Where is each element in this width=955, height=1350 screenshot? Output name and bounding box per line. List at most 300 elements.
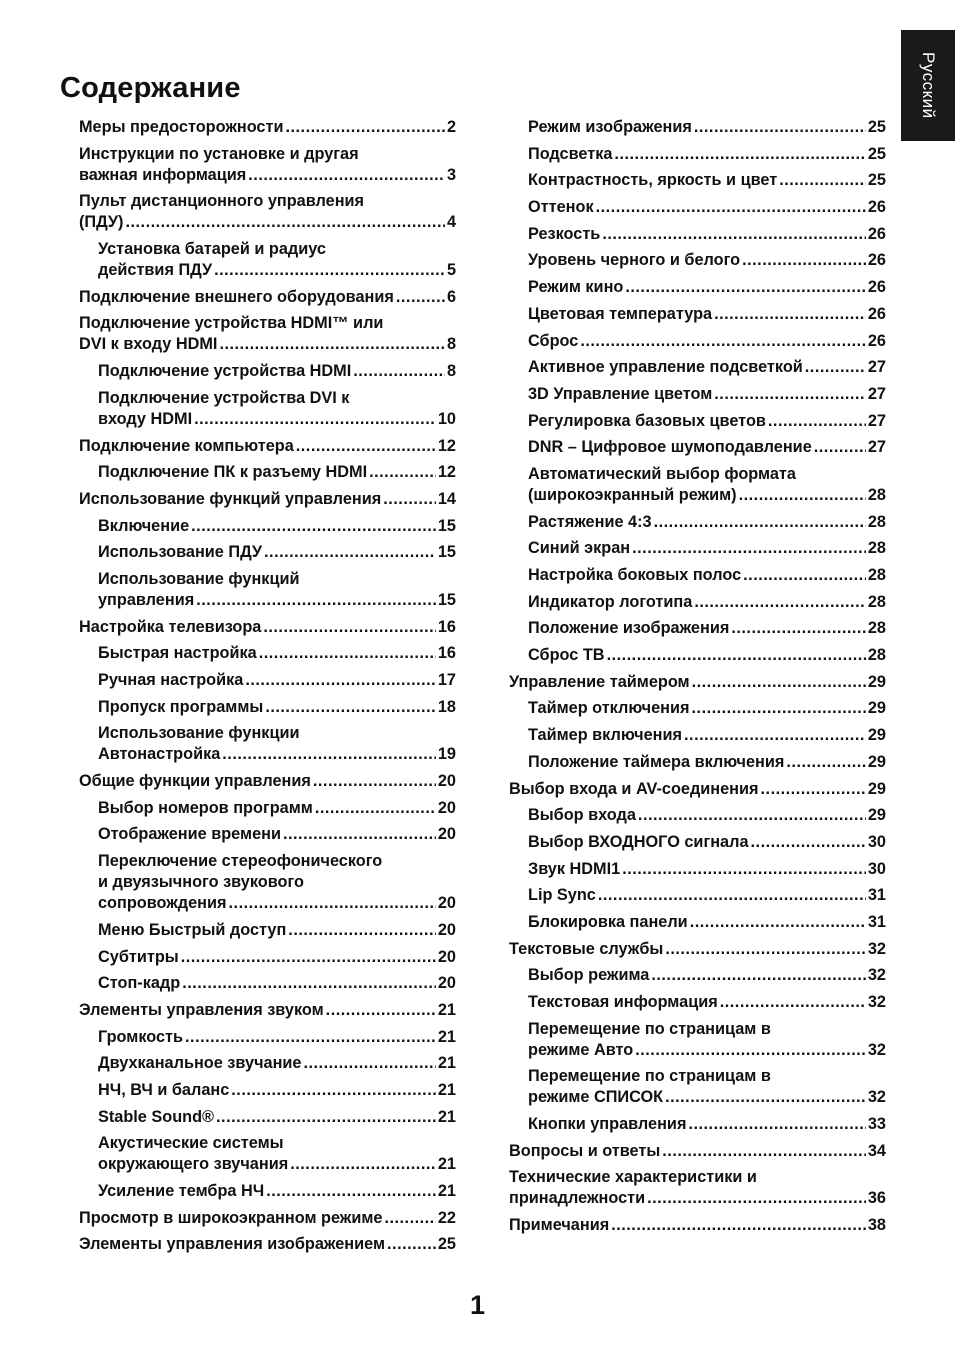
toc-entry [79, 1000, 456, 1021]
toc-dot-leader [326, 1000, 436, 1021]
toc-page-number: 34 [867, 1141, 886, 1160]
toc-page-number: 21 [437, 1054, 456, 1073]
toc-dot-leader [694, 117, 866, 138]
toc-entry-label: (широкоэкранный режим) [528, 485, 737, 504]
toc-page-number: 26 [867, 198, 886, 217]
toc-page-number: 30 [867, 832, 886, 851]
toc-entry-label: Выбор входа [528, 806, 636, 825]
toc-entry-label: режиме Авто [528, 1040, 634, 1059]
toc-entry [79, 144, 456, 186]
toc-entry-label: Элементы управления изображением [79, 1235, 386, 1254]
toc-entry-label: Быстрая настройка [98, 644, 257, 663]
toc-page-number: 26 [867, 331, 886, 350]
toc-page-number: 29 [867, 672, 886, 691]
toc-entry-label-line: Пульт дистанционного управления [79, 192, 365, 211]
toc-entry-label: Положение изображения [528, 619, 730, 638]
toc-page-number: 28 [867, 512, 886, 531]
toc-entry-label: важная информация [79, 165, 247, 184]
toc-entry [509, 1215, 886, 1236]
toc-dot-leader [714, 304, 866, 325]
toc-dot-leader [248, 165, 445, 186]
toc-entry [509, 512, 886, 533]
toc-entry-label: Субтитры [98, 947, 179, 966]
toc-entry-label: DVI к входу HDMI [79, 335, 218, 354]
toc-entry [79, 542, 456, 563]
toc-page-number: 29 [867, 752, 886, 771]
toc-page-number: 36 [867, 1189, 886, 1208]
toc-entry [509, 1141, 886, 1162]
toc-page-number: 4 [446, 213, 456, 232]
toc-entry [79, 1053, 456, 1074]
toc-entry-label: Автонастройка [98, 745, 221, 764]
toc-dot-leader [264, 542, 436, 563]
toc-dot-leader [638, 805, 866, 826]
toc-page-number: 20 [437, 974, 456, 993]
toc-entry-label: Резкость [528, 224, 601, 243]
toc-entry-label: Текстовая информация [528, 993, 718, 1011]
page-title: Содержание [60, 72, 241, 104]
toc-page-number: 27 [867, 358, 886, 377]
toc-entry-label: Элементы управления звуком [79, 1000, 324, 1019]
toc-dot-leader [651, 965, 866, 986]
toc-entry-label: Двухканальное звучание [98, 1054, 302, 1073]
toc-dot-leader [720, 992, 866, 1013]
toc-entry [79, 313, 456, 355]
toc-page-number: 10 [437, 409, 456, 428]
toc-entry-label: Сброс [528, 331, 579, 350]
toc-entry-label: Уровень черного и белого [528, 251, 741, 270]
toc-entry-label: Усиление тембра НЧ [98, 1182, 265, 1200]
toc-entry-label: принадлежности [509, 1189, 646, 1208]
toc-entry [509, 357, 886, 378]
toc-entry-label: Отображение времени [98, 825, 281, 844]
toc-page-number: 18 [437, 697, 456, 716]
toc-entry-label: окружающего звучания [98, 1155, 289, 1174]
toc-page-number: 31 [867, 912, 886, 931]
toc-page-number: 19 [437, 745, 456, 764]
toc-dot-leader [245, 670, 436, 691]
toc-dot-leader [353, 361, 445, 382]
toc-dot-leader [196, 590, 436, 611]
toc-dot-leader [185, 1027, 436, 1048]
toc-entry [79, 191, 456, 233]
toc-page-number: 21 [437, 1027, 456, 1046]
toc-page-number: 31 [867, 886, 886, 905]
toc-page-number: 28 [867, 646, 886, 665]
toc-page-number: 20 [437, 798, 456, 817]
toc-entry [509, 117, 886, 138]
toc-page-number: 28 [867, 485, 886, 504]
toc-page-number: 26 [867, 304, 886, 323]
toc-dot-leader [768, 411, 866, 432]
toc-page-number: 12 [437, 463, 456, 482]
toc-page-number: 30 [867, 859, 886, 878]
toc-dot-leader [387, 1234, 436, 1255]
toc-entry-label: Stable Sound® [98, 1107, 215, 1126]
toc-dot-leader [814, 437, 866, 458]
toc-entry-label: Настройка телевизора [79, 617, 262, 636]
toc-entry-label: Режим кино [528, 278, 624, 297]
toc-entry [79, 516, 456, 537]
toc-dot-leader [665, 1087, 866, 1108]
toc-entry-label-line: Использование функций [98, 569, 300, 588]
toc-entry-label: Lip Sync [528, 886, 596, 905]
toc-dot-leader [313, 771, 436, 792]
toc-entry-label-line: Перемещение по страницам в [528, 1019, 771, 1038]
toc-dot-leader [194, 409, 436, 430]
toc-entry [79, 697, 456, 718]
toc-dot-leader [692, 672, 866, 693]
toc-entry-label-line: Акустические системы [98, 1134, 284, 1153]
toc-page-number: 25 [437, 1235, 456, 1254]
toc-entry-label: Подсветка [528, 144, 613, 163]
toc-entry [509, 277, 886, 298]
toc-entry-label: Растяжение 4:3 [528, 512, 652, 531]
toc-entry [79, 361, 456, 382]
toc-entry-label: Меню Быстрый доступ [98, 920, 287, 939]
toc-entry [79, 388, 456, 430]
toc-entry-label: Настройка боковых полос [528, 566, 742, 584]
toc-dot-leader [714, 384, 866, 405]
toc-entry [509, 331, 886, 352]
toc-entry [79, 1181, 456, 1202]
toc-page-number: 29 [867, 779, 886, 798]
page-number: 1 [469, 1290, 486, 1320]
toc-entry [509, 437, 886, 458]
toc-entry [79, 117, 456, 138]
toc-entry-label: Индикатор логотипа [528, 592, 693, 611]
toc-entry-label: Текстовые службы [509, 939, 664, 958]
toc-entry-label: Подключение устройства HDMI [98, 362, 352, 381]
toc-page-number: 32 [867, 993, 886, 1011]
toc-entry [79, 1234, 456, 1255]
toc-entry [509, 885, 886, 906]
toc-entry-label: Таймер включения [528, 726, 683, 745]
toc-entry [509, 224, 886, 245]
toc-page-number: 26 [867, 251, 886, 270]
toc-dot-leader [611, 1215, 866, 1236]
toc-entry [79, 947, 456, 968]
toc-entry-label-line: Инструкции по установке и другая [79, 144, 359, 163]
toc-dot-leader [263, 617, 436, 638]
toc-entry [509, 1066, 886, 1108]
toc-page-number: 33 [867, 1115, 886, 1134]
toc-page-number: 16 [437, 644, 456, 663]
toc-page-number: 20 [437, 947, 456, 966]
toc-dot-leader [369, 462, 436, 483]
toc-dot-leader [742, 250, 866, 271]
toc-entry-label-line: Перемещение по страницам в [528, 1067, 771, 1086]
toc-entry-label-line: Использование функции [98, 724, 300, 743]
toc-dot-leader [751, 832, 866, 853]
toc-entry [79, 489, 456, 510]
toc-dot-leader [662, 1141, 866, 1162]
toc-entry-label-line: Подключение устройства DVI к [98, 388, 350, 407]
toc-entry-label: Кнопки управления [528, 1115, 687, 1134]
toc-entry [509, 805, 886, 826]
toc-dot-leader [684, 725, 866, 746]
toc-page-number: 2 [446, 118, 456, 136]
toc-page-number: 3 [446, 165, 456, 184]
toc-dot-leader [315, 798, 436, 819]
toc-entry [509, 1167, 886, 1209]
toc-entry-label: Общие функции управления [79, 772, 311, 791]
toc-entry-label: Громкость [98, 1027, 184, 1046]
toc-dot-leader [665, 939, 866, 960]
toc-entry-label-line: Автоматический выбор формата [528, 464, 796, 483]
toc-dot-leader [125, 212, 444, 233]
toc-right-column [509, 117, 886, 1242]
toc-dot-leader [607, 645, 866, 666]
toc-entry [509, 672, 886, 693]
toc-page-number: 26 [867, 224, 886, 243]
toc-entry-label: Выбор режима [528, 966, 650, 985]
toc-dot-leader [739, 485, 866, 506]
toc-entry-label: Использование ПДУ [98, 543, 263, 562]
toc-dot-leader [303, 1053, 435, 1074]
toc-entry-label-line: Переключение стереофонического [98, 852, 383, 871]
toc-entry [79, 617, 456, 638]
toc-entry-label: Подключение внешнего оборудования [79, 287, 394, 306]
toc-page-number: 25 [867, 144, 886, 163]
toc-entry [79, 462, 456, 483]
toc-page-number: 15 [437, 516, 456, 535]
toc-entry [509, 939, 886, 960]
toc-dot-leader [231, 1080, 436, 1101]
toc-entry-label: Включение [98, 516, 190, 535]
toc-dot-leader [805, 357, 866, 378]
toc-entry-label: режиме СПИСОК [528, 1088, 664, 1107]
toc-entry-label-line: Технические характеристики и [509, 1168, 757, 1187]
toc-entry [79, 1133, 456, 1175]
toc-entry-label: НЧ, ВЧ и баланс [98, 1080, 230, 1099]
toc-entry-label: Активное управление подсветкой [528, 358, 803, 377]
toc-page-number: 8 [446, 335, 456, 354]
toc-entry [509, 832, 886, 853]
toc-entry-label: Использование функций управления [79, 489, 382, 508]
toc-entry [509, 464, 886, 506]
toc-dot-leader [259, 643, 436, 664]
toc-entry [509, 912, 886, 933]
toc-dot-leader [690, 912, 866, 933]
toc-dot-leader [779, 170, 866, 191]
toc-page-number: 15 [437, 590, 456, 609]
toc-entry [509, 250, 886, 271]
toc-entry [79, 643, 456, 664]
toc-entry [509, 698, 886, 719]
toc-page-number: 28 [867, 539, 886, 558]
toc-entry-label: входу HDMI [98, 409, 193, 428]
toc-entry-label: Меры предосторожности [79, 118, 284, 136]
toc-page-number: 22 [437, 1208, 456, 1227]
toc-dot-leader [219, 334, 444, 355]
toc-entry [79, 851, 456, 914]
toc-dot-leader [761, 779, 866, 800]
toc-page-number: 8 [446, 362, 456, 381]
toc-entry-label: Выбор входа и AV-соединения [509, 779, 759, 798]
toc-entry-label-line: и двуязычного звукового [98, 873, 304, 892]
toc-page-number: 21 [437, 1155, 456, 1174]
toc-entry [79, 569, 456, 611]
toc-dot-leader [625, 277, 866, 298]
toc-entry-label: Звук HDMI1 [528, 859, 621, 878]
toc-dot-leader [266, 1181, 436, 1202]
toc-page-number: 20 [437, 894, 456, 913]
toc-entry [509, 170, 886, 191]
toc-page-number: 20 [437, 772, 456, 791]
toc-entry-label: Таймер отключения [528, 699, 690, 718]
toc-page-number: 14 [437, 489, 456, 508]
toc-dot-leader [182, 973, 436, 994]
toc-page-number: 6 [446, 287, 456, 306]
toc-entry [509, 618, 886, 639]
toc-dot-leader [396, 287, 445, 308]
toc-entry-label: Режим изображения [528, 118, 692, 136]
toc-entry [509, 304, 886, 325]
toc-entry-label: Выбор номеров программ [98, 798, 313, 817]
toc-entry-label: действия ПДУ [98, 261, 213, 280]
toc-entry [509, 1114, 886, 1135]
toc-dot-leader [285, 117, 444, 138]
toc-entry [79, 287, 456, 308]
toc-page-number: 16 [437, 617, 456, 636]
toc-entry-label: Подключение ПК к разъему HDMI [98, 463, 368, 482]
toc-entry [79, 771, 456, 792]
toc-page-number: 21 [437, 1080, 456, 1099]
toc-entry [509, 384, 886, 405]
toc-entry [79, 670, 456, 691]
toc-entry [79, 239, 456, 281]
toc-entry [79, 973, 456, 994]
toc-entry-label: Выбор ВХОДНОГО сигнала [528, 832, 749, 851]
toc-page-number: 32 [867, 1040, 886, 1059]
toc-dot-leader [786, 752, 865, 773]
toc-dot-leader [383, 489, 436, 510]
toc-dot-leader [692, 698, 866, 719]
toc-entry [79, 1080, 456, 1101]
toc-dot-leader [191, 516, 436, 537]
toc-entry-label-line: Подключение устройства HDMI™ или [79, 314, 384, 333]
toc-dot-leader [731, 618, 866, 639]
toc-entry-label-line: Установка батарей и радиус [98, 240, 326, 259]
toc-entry [509, 1019, 886, 1061]
toc-page-number: 26 [867, 278, 886, 297]
toc-entry [509, 645, 886, 666]
toc-dot-leader [229, 893, 436, 914]
toc-dot-leader [602, 224, 866, 245]
toc-dot-leader [296, 436, 436, 457]
toc-dot-leader [654, 512, 866, 533]
toc-entry [509, 565, 886, 586]
toc-dot-leader [265, 697, 436, 718]
toc-dot-leader [181, 947, 436, 968]
toc-dot-leader [222, 744, 436, 765]
language-tab [901, 30, 955, 141]
toc-entry [79, 1208, 456, 1229]
toc-entry-label: Оттенок [528, 198, 594, 217]
toc-entry-label: Сброс ТВ [528, 646, 605, 665]
toc-dot-leader [288, 920, 436, 941]
toc-dot-leader [694, 592, 866, 613]
toc-dot-leader [743, 565, 866, 586]
toc-page-number: 27 [867, 411, 886, 430]
toc-entry [509, 779, 886, 800]
toc-dot-leader [384, 1208, 435, 1229]
toc-entry [509, 592, 886, 613]
toc-entry [509, 725, 886, 746]
toc-page-number: 25 [867, 171, 886, 190]
toc-page-number: 25 [867, 118, 886, 136]
toc-entry-label: Блокировка панели [528, 912, 688, 931]
toc-page-number: 12 [437, 436, 456, 455]
toc-entry [79, 1107, 456, 1128]
toc-entry [79, 1027, 456, 1048]
toc-entry-label: Вопросы и ответы [509, 1141, 661, 1160]
toc-entry [79, 798, 456, 819]
toc-dot-leader [632, 538, 866, 559]
toc-entry-label: Цветовая температура [528, 304, 713, 323]
toc-entry [509, 965, 886, 986]
toc-entry [509, 752, 886, 773]
toc-dot-leader [290, 1154, 436, 1175]
toc-entry-label: сопровождения [98, 894, 227, 913]
toc-entry [79, 436, 456, 457]
toc-dot-leader [614, 144, 865, 165]
toc-dot-leader [635, 1040, 866, 1061]
toc-page-number: 32 [867, 939, 886, 958]
toc-entry-label: Управление таймером [509, 672, 690, 691]
toc-dot-leader [596, 197, 866, 218]
toc-entry [509, 197, 886, 218]
toc-page-number: 27 [867, 438, 886, 457]
toc-page-number: 21 [437, 1182, 456, 1200]
toc-entry [79, 723, 456, 765]
toc-entry [509, 411, 886, 432]
toc-entry-label: Примечания [509, 1216, 610, 1235]
toc-entry [79, 920, 456, 941]
toc-entry-label: Положение таймера включения [528, 752, 785, 771]
toc-page-number: 28 [867, 619, 886, 638]
toc-entry-label: Синий экран [528, 539, 631, 558]
toc-page-number: 20 [437, 825, 456, 844]
toc-page-number: 20 [437, 920, 456, 939]
toc-entry-label: Ручная настройка [98, 671, 244, 689]
toc-entry-label: Пропуск программы [98, 697, 264, 716]
toc-entry-label: DNR – Цифровое шумоподавление [528, 438, 812, 457]
toc-entry-label: управления [98, 590, 195, 609]
toc-page-number: 29 [867, 726, 886, 745]
toc-dot-leader [283, 824, 436, 845]
toc-entry-label: Просмотр в широкоэкранном режиме [79, 1208, 383, 1227]
toc-entry-label: Контрастность, яркость и цвет [528, 171, 778, 190]
toc-dot-leader [598, 885, 866, 906]
toc-dot-leader [216, 1107, 436, 1128]
toc-page-number: 29 [867, 699, 886, 718]
toc-page-number: 17 [437, 671, 456, 689]
toc-page-number: 28 [867, 592, 886, 611]
toc-dot-leader [214, 260, 445, 281]
toc-page-number: 32 [867, 1088, 886, 1107]
toc-page-number: 29 [867, 806, 886, 825]
toc-entry [509, 144, 886, 165]
toc-page-number: 21 [437, 1107, 456, 1126]
toc-page-number: 28 [867, 566, 886, 584]
language-tab-label: Русский [919, 52, 938, 119]
toc-entry-label: 3D Управление цветом [528, 384, 713, 403]
toc-dot-leader [647, 1188, 866, 1209]
toc-entry [509, 992, 886, 1013]
toc-dot-leader [688, 1114, 865, 1135]
